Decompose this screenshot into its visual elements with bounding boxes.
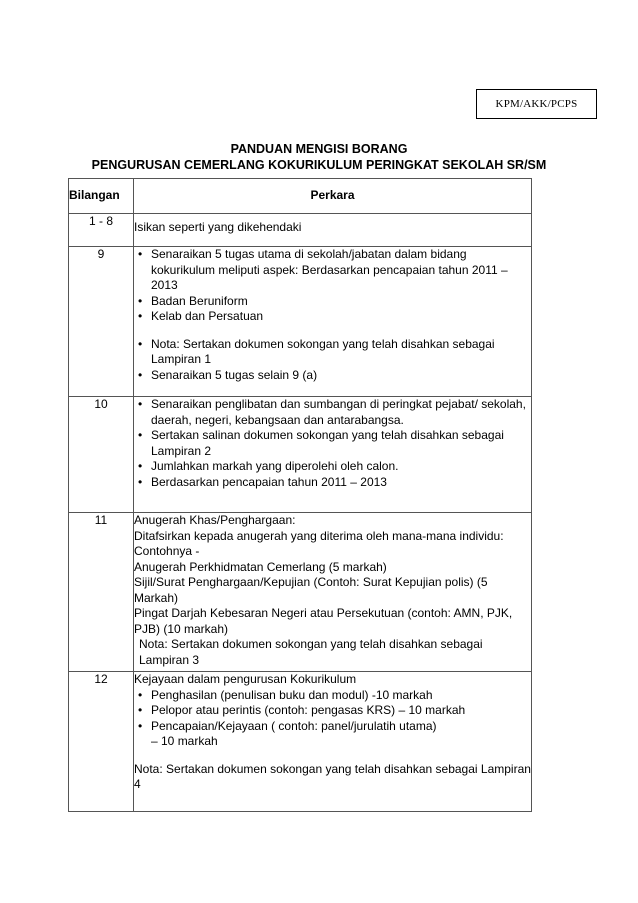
table-row <box>69 247 532 397</box>
list-item: • Pencapaian/Kejayaan ( contoh: panel/jurulatih utama) <box>134 719 531 735</box>
column-header-bilangan: Bilangan <box>69 179 134 214</box>
row-line: Contohnya - <box>134 544 200 558</box>
table-row <box>69 513 532 672</box>
row-number: 12 <box>69 672 134 812</box>
list-item: • Badan Beruniform <box>134 294 531 310</box>
row-continuation: – 10 markah <box>151 734 218 748</box>
document-code-box: KPM/AKK/PCPS <box>476 89 597 119</box>
list-item: • Senaraikan 5 tugas selain 9 (a) <box>134 368 531 384</box>
row-note: Nota: Sertakan dokumen sokongan yang telah disahkan sebagai Lampiran 3 <box>139 637 483 667</box>
guide-table <box>68 178 532 812</box>
row-number: 10 <box>69 397 134 513</box>
table-row <box>69 397 532 513</box>
row-note: Nota: Sertakan dokumen sokongan yang telah disahkan sebagai Lampiran 4 <box>134 761 531 791</box>
list-item: • Senaraikan 5 tugas utama di sekolah/jabatan dalam bidang kokurikulum meliputi aspek: Berdasarkan pencapaian tahun 2011 – 2013 <box>134 247 531 294</box>
table-row <box>69 672 532 812</box>
bullet-list <box>134 688 531 735</box>
row-line: Sijil/Surat Penghargaan/Kepujian (Contoh: Surat Kepujian polis) (5 Markah) <box>134 575 488 605</box>
row-number: 9 <box>69 247 134 397</box>
row-line: Pingat Darjah Kebesaran Negeri atau Persekutuan (contoh: AMN, PJK, PJB) (10 markah) <box>134 606 513 636</box>
page-title: PANDUAN MENGISI BORANG <box>230 142 408 156</box>
table-row <box>69 214 532 247</box>
row-content <box>134 214 532 247</box>
row-content <box>134 397 532 513</box>
row-text: Isikan seperti yang dikehendaki <box>134 220 302 234</box>
row-content <box>134 672 532 812</box>
list-item: • Senaraikan penglibatan dan sumbangan di peringkat pejabat/ sekolah, daerah, negeri, kebangsaan dan antarabangsa. <box>134 397 531 428</box>
list-item: • Kelab dan Persatuan <box>134 309 531 325</box>
row-content <box>134 513 532 672</box>
row-content <box>134 247 532 397</box>
bullet-list <box>134 247 531 325</box>
table-header-row <box>69 179 532 214</box>
list-item: • Berdasarkan pencapaian tahun 2011 – 2013 <box>134 475 531 491</box>
list-item: • Pelopor atau perintis (contoh: pengasas KRS) – 10 markah <box>134 703 531 719</box>
column-header-perkara: Perkara <box>134 179 532 214</box>
list-item: • Penghasilan (penulisan buku dan modul) -10 markah <box>134 688 531 704</box>
list-item: • Nota: Sertakan dokumen sokongan yang telah disahkan sebagai Lampiran 1 <box>134 337 531 368</box>
list-item: • Sertakan salinan dokumen sokongan yang telah disahkan sebagai Lampiran 2 <box>134 428 531 459</box>
row-line: Anugerah Perkhidmatan Cemerlang (5 markah) <box>134 559 387 574</box>
row-number: 1 - 8 <box>69 214 134 247</box>
list-item: • Jumlahkan markah yang diperolehi oleh calon. <box>134 459 531 475</box>
row-line: Anugerah Khas/Penghargaan: <box>134 513 296 527</box>
page-subtitle: PENGURUSAN CEMERLANG KOKURIKULUM PERINGKAT SEKOLAH SR/SM <box>91 158 547 172</box>
bullet-list <box>134 337 531 384</box>
row-heading: Kejayaan dalam pengurusan Kokurikulum <box>134 672 357 686</box>
row-line: Ditafsirkan kepada anugerah yang diterima oleh mana-mana individu: <box>134 528 504 543</box>
row-number: 11 <box>69 513 134 672</box>
bullet-list <box>134 397 531 490</box>
